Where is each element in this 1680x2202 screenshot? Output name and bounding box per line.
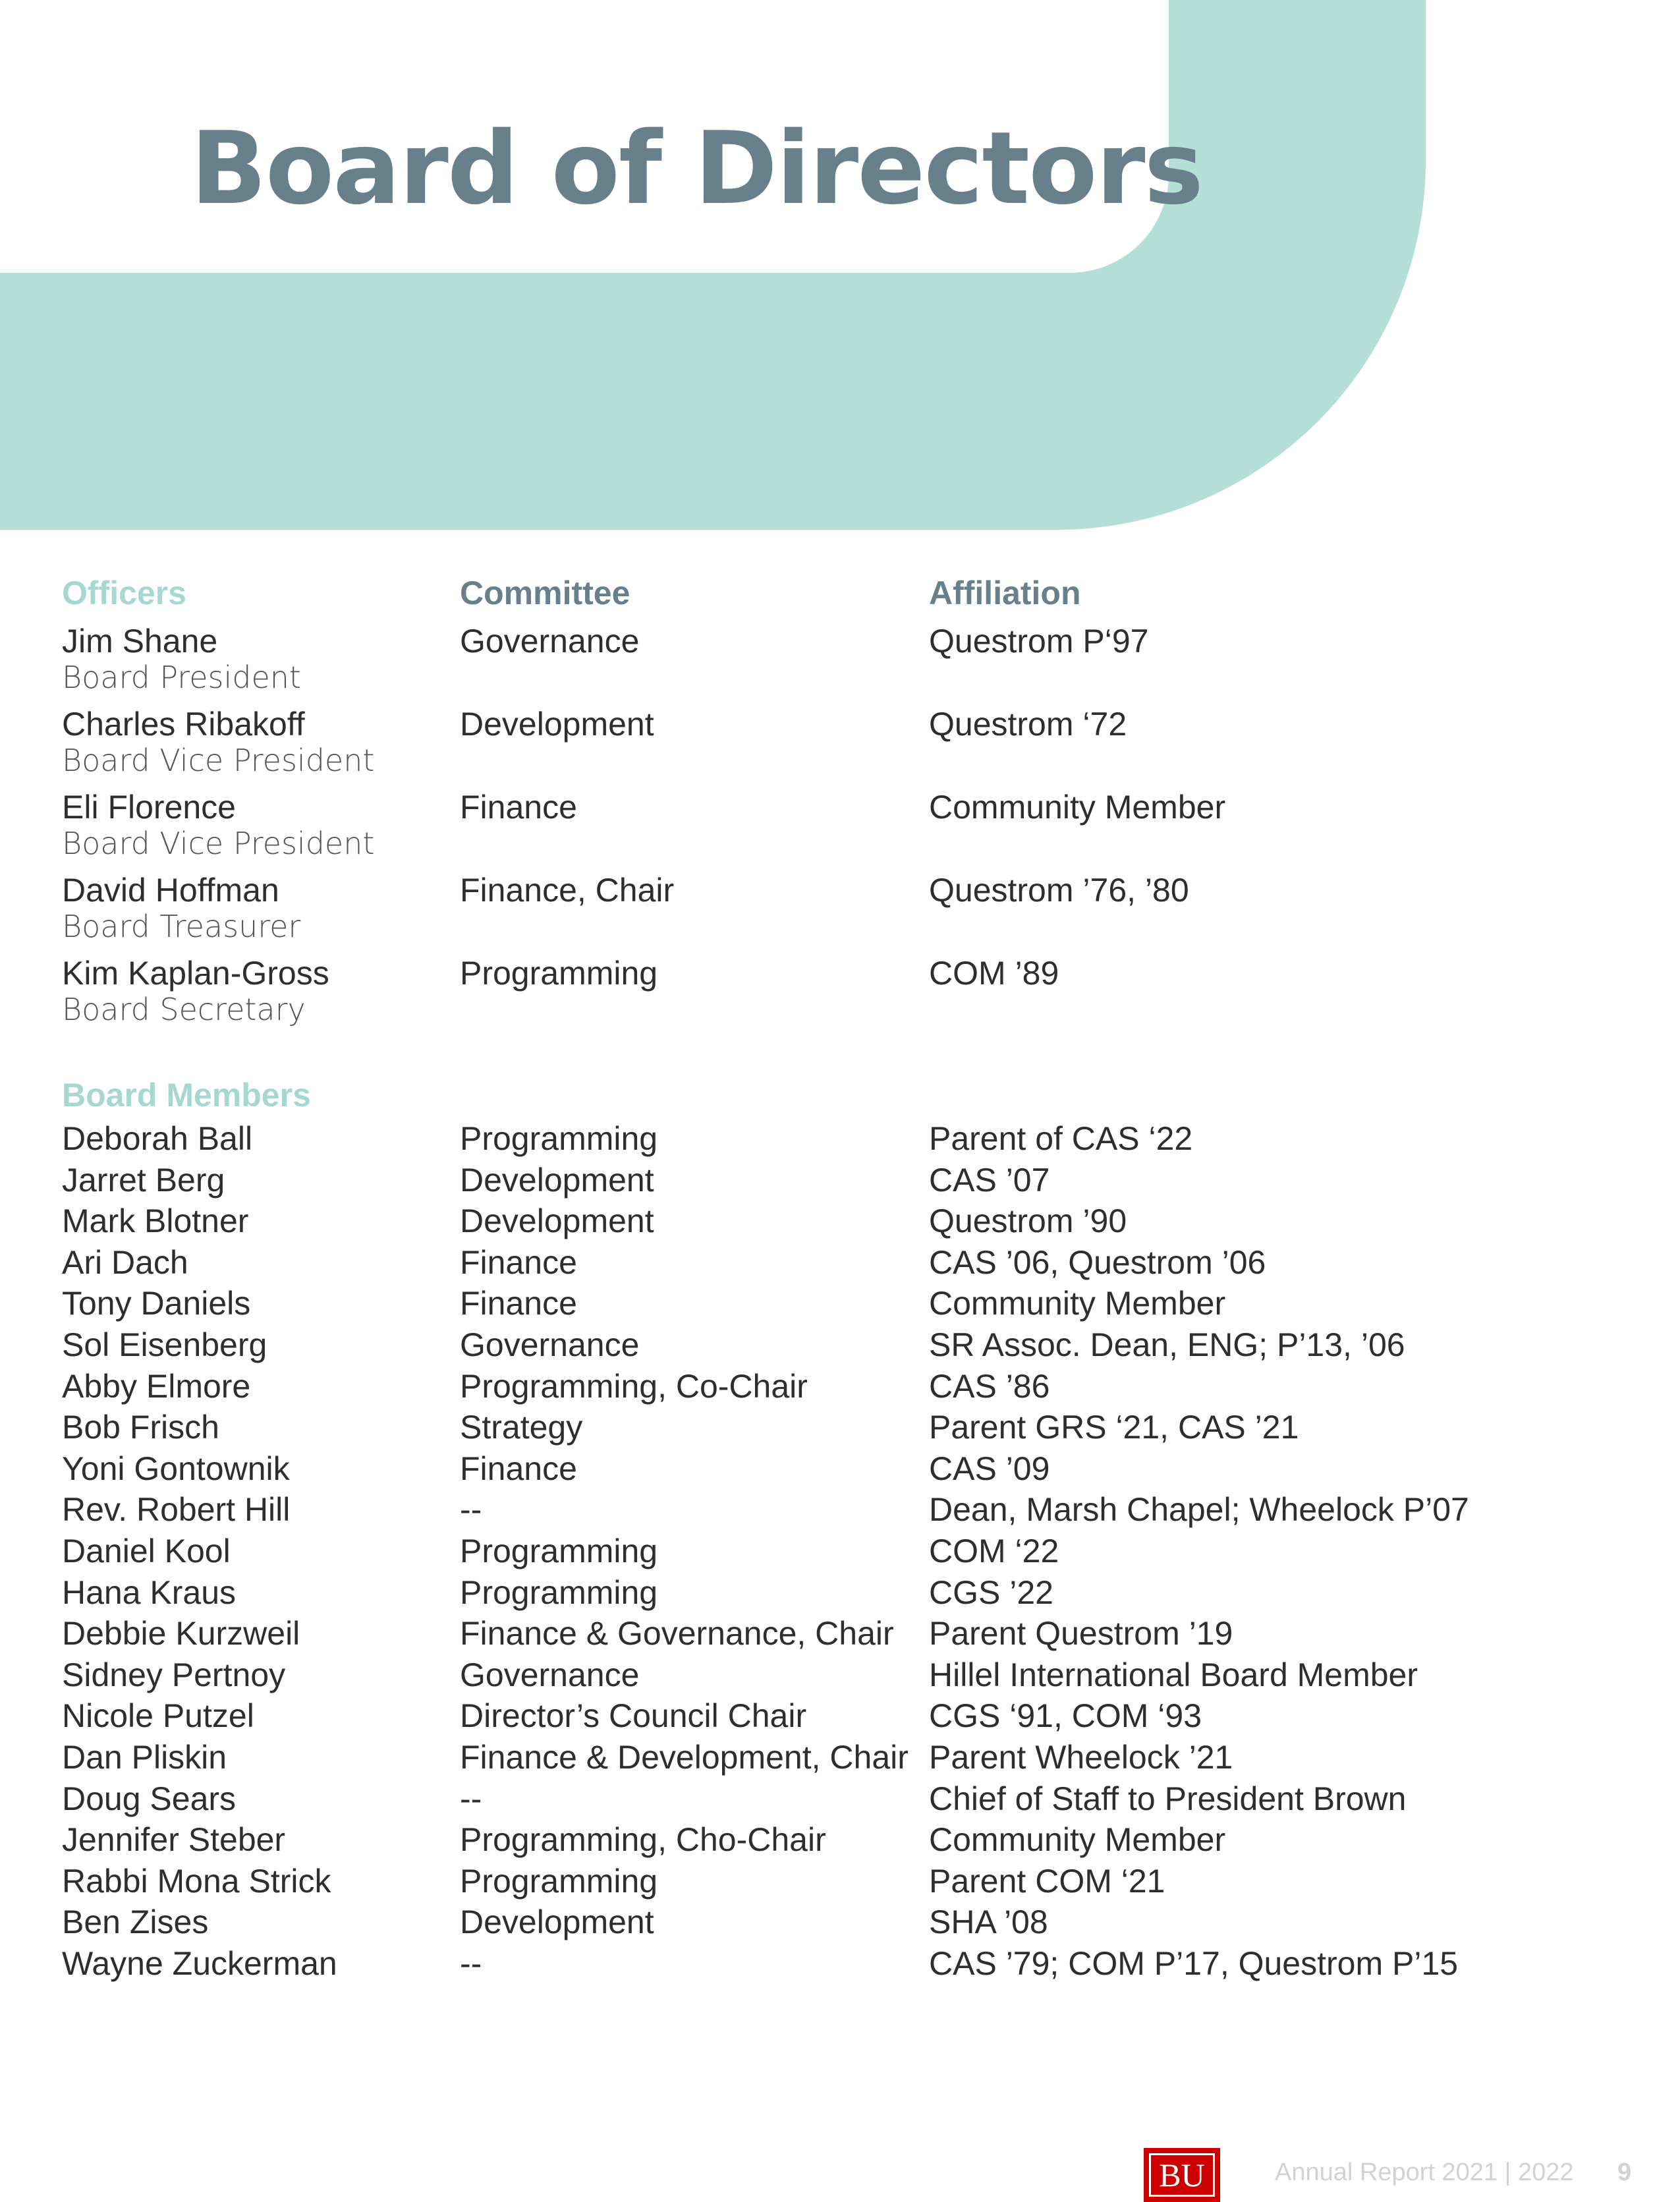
member-name: Abby Elmore xyxy=(62,1367,251,1405)
officer-affiliation: Questrom ’76, ’80 xyxy=(929,872,1189,909)
affiliation-heading: Affiliation xyxy=(929,575,1081,611)
member-affiliation: CAS ’07 xyxy=(929,1161,1050,1199)
member-name: Jennifer Steber xyxy=(62,1821,286,1859)
member-name: Tony Daniels xyxy=(62,1285,251,1322)
member-committee: Governance xyxy=(460,1326,640,1363)
officer-title: Board Vice President xyxy=(62,743,375,778)
member-affiliation: Community Member xyxy=(929,1285,1226,1322)
member-affiliation: SHA ’08 xyxy=(929,1904,1048,1941)
member-affiliation: Parent COM ‘21 xyxy=(929,1862,1165,1900)
member-row xyxy=(62,1491,1577,1533)
member-name: Doug Sears xyxy=(62,1780,237,1817)
member-committee: -- xyxy=(460,1491,482,1529)
member-name: Wayne Zuckerman xyxy=(62,1944,337,1982)
member-name: Mark Blotner xyxy=(62,1202,249,1240)
officer-name: David Hoffman xyxy=(62,872,279,909)
officer-committee: Finance, Chair xyxy=(460,872,675,909)
member-affiliation: Parent GRS ‘21, CAS ’21 xyxy=(929,1409,1299,1446)
member-row xyxy=(62,1656,1577,1698)
member-committee: Programming xyxy=(460,1120,658,1157)
member-row xyxy=(62,1945,1577,1987)
member-row xyxy=(62,1244,1577,1285)
member-committee: Finance xyxy=(460,1243,577,1281)
member-affiliation: CAS ’09 xyxy=(929,1450,1050,1487)
member-row xyxy=(62,1821,1577,1863)
member-row xyxy=(62,1863,1577,1904)
member-name: Sol Eisenberg xyxy=(62,1326,267,1363)
member-committee: Programming xyxy=(460,1862,658,1900)
member-affiliation: CAS ’79; COM P’17, Questrom P’15 xyxy=(929,1944,1459,1982)
member-name: Deborah Ball xyxy=(62,1120,253,1157)
member-committee: Development xyxy=(460,1202,654,1240)
page-title: Board of Directors xyxy=(190,110,1202,227)
officer-row xyxy=(62,872,1577,955)
member-affiliation: Parent of CAS ‘22 xyxy=(929,1120,1193,1157)
member-affiliation: Dean, Marsh Chapel; Wheelock P’07 xyxy=(929,1491,1469,1529)
member-name: Jarret Berg xyxy=(62,1161,225,1199)
officer-row xyxy=(62,623,1577,706)
member-row xyxy=(62,1904,1577,1945)
member-name: Sidney Pertnoy xyxy=(62,1656,286,1693)
member-committee: Finance xyxy=(460,1285,577,1322)
member-committee: Programming xyxy=(460,1573,658,1611)
officer-title: Board Vice President xyxy=(62,826,375,861)
page-number: 9 xyxy=(1617,2159,1632,2186)
member-committee: Strategy xyxy=(460,1409,583,1446)
member-affiliation: Community Member xyxy=(929,1821,1226,1859)
member-committee: Programming, Cho-Chair xyxy=(460,1821,826,1859)
officer-affiliation: Community Member xyxy=(929,789,1226,826)
member-affiliation: Questrom ’90 xyxy=(929,1202,1127,1240)
officer-affiliation: Questrom ‘72 xyxy=(929,706,1127,743)
member-committee: Development xyxy=(460,1904,654,1941)
member-affiliation: Parent Wheelock ’21 xyxy=(929,1738,1233,1776)
member-name: Ben Zises xyxy=(62,1904,209,1941)
officer-affiliation: Questrom P‘97 xyxy=(929,623,1149,660)
member-name: Bob Frisch xyxy=(62,1409,219,1446)
member-affiliation: Chief of Staff to President Brown xyxy=(929,1780,1407,1817)
officer-name: Eli Florence xyxy=(62,789,236,826)
member-name: Ari Dach xyxy=(62,1243,188,1281)
member-affiliation: Hillel International Board Member xyxy=(929,1656,1418,1693)
member-committee: Development xyxy=(460,1161,654,1199)
member-affiliation: CGS ’22 xyxy=(929,1573,1053,1611)
member-row xyxy=(62,1450,1577,1492)
officer-name: Kim Kaplan-Gross xyxy=(62,955,329,992)
footer-report-title: Annual Report 2021 | 2022 xyxy=(1275,2159,1574,2186)
board-members-list xyxy=(62,1120,1577,1986)
member-committee: -- xyxy=(460,1780,482,1817)
member-affiliation: CAS ’86 xyxy=(929,1367,1050,1405)
member-committee: Finance xyxy=(460,1450,577,1487)
member-row xyxy=(62,1697,1577,1739)
member-affiliation: CGS ‘91, COM ‘93 xyxy=(929,1697,1202,1735)
officer-row xyxy=(62,955,1577,1038)
member-committee: Director’s Council Chair xyxy=(460,1697,807,1735)
officer-row xyxy=(62,706,1577,789)
bu-logo xyxy=(1144,2148,1220,2202)
member-committee: Programming xyxy=(460,1532,658,1569)
member-name: Rabbi Mona Strick xyxy=(62,1862,331,1900)
member-committee: -- xyxy=(460,1944,482,1982)
member-row xyxy=(62,1615,1577,1656)
officer-committee: Programming xyxy=(460,955,658,992)
member-affiliation: COM ‘22 xyxy=(929,1532,1059,1569)
committee-heading: Committee xyxy=(460,575,630,611)
officers-heading: Officers xyxy=(62,575,186,611)
officer-title: Board Treasurer xyxy=(62,909,301,944)
member-name: Hana Kraus xyxy=(62,1573,237,1611)
officer-name: Jim Shane xyxy=(62,623,218,660)
member-name: Nicole Putzel xyxy=(62,1697,254,1735)
officer-affiliation: COM ’89 xyxy=(929,955,1059,992)
officer-committee: Governance xyxy=(460,623,640,660)
member-name: Daniel Kool xyxy=(62,1532,231,1569)
officers-list xyxy=(62,623,1577,1038)
member-name: Yoni Gontownik xyxy=(62,1450,290,1487)
member-name: Rev. Robert Hill xyxy=(62,1491,291,1529)
member-row xyxy=(62,1409,1577,1450)
officer-committee: Finance xyxy=(460,789,577,826)
officer-name: Charles Ribakoff xyxy=(62,706,305,743)
member-row xyxy=(62,1739,1577,1780)
member-affiliation: SR Assoc. Dean, ENG; P’13, ’06 xyxy=(929,1326,1405,1363)
member-name: Dan Pliskin xyxy=(62,1738,227,1776)
member-row xyxy=(62,1202,1577,1244)
member-row xyxy=(62,1533,1577,1574)
member-row xyxy=(62,1285,1577,1326)
member-name: Debbie Kurzweil xyxy=(62,1615,300,1652)
member-row xyxy=(62,1162,1577,1203)
officer-row xyxy=(62,789,1577,872)
member-committee: Finance & Governance, Chair xyxy=(460,1615,894,1652)
officer-title: Board Secretary xyxy=(62,992,306,1027)
board-members-heading: Board Members xyxy=(62,1077,311,1114)
member-committee: Governance xyxy=(460,1656,640,1693)
bu-logo-text: BU xyxy=(1149,2153,1215,2197)
member-committee: Programming, Co-Chair xyxy=(460,1367,808,1405)
officer-committee: Development xyxy=(460,706,654,743)
member-row xyxy=(62,1368,1577,1409)
member-affiliation: CAS ’06, Questrom ’06 xyxy=(929,1243,1266,1281)
member-row xyxy=(62,1120,1577,1162)
member-row xyxy=(62,1574,1577,1616)
member-affiliation: Parent Questrom ’19 xyxy=(929,1615,1233,1652)
member-row xyxy=(62,1780,1577,1822)
header-banner xyxy=(0,0,1680,540)
officer-title: Board President xyxy=(62,660,301,695)
member-row xyxy=(62,1326,1577,1368)
member-committee: Finance & Development, Chair xyxy=(460,1738,909,1776)
